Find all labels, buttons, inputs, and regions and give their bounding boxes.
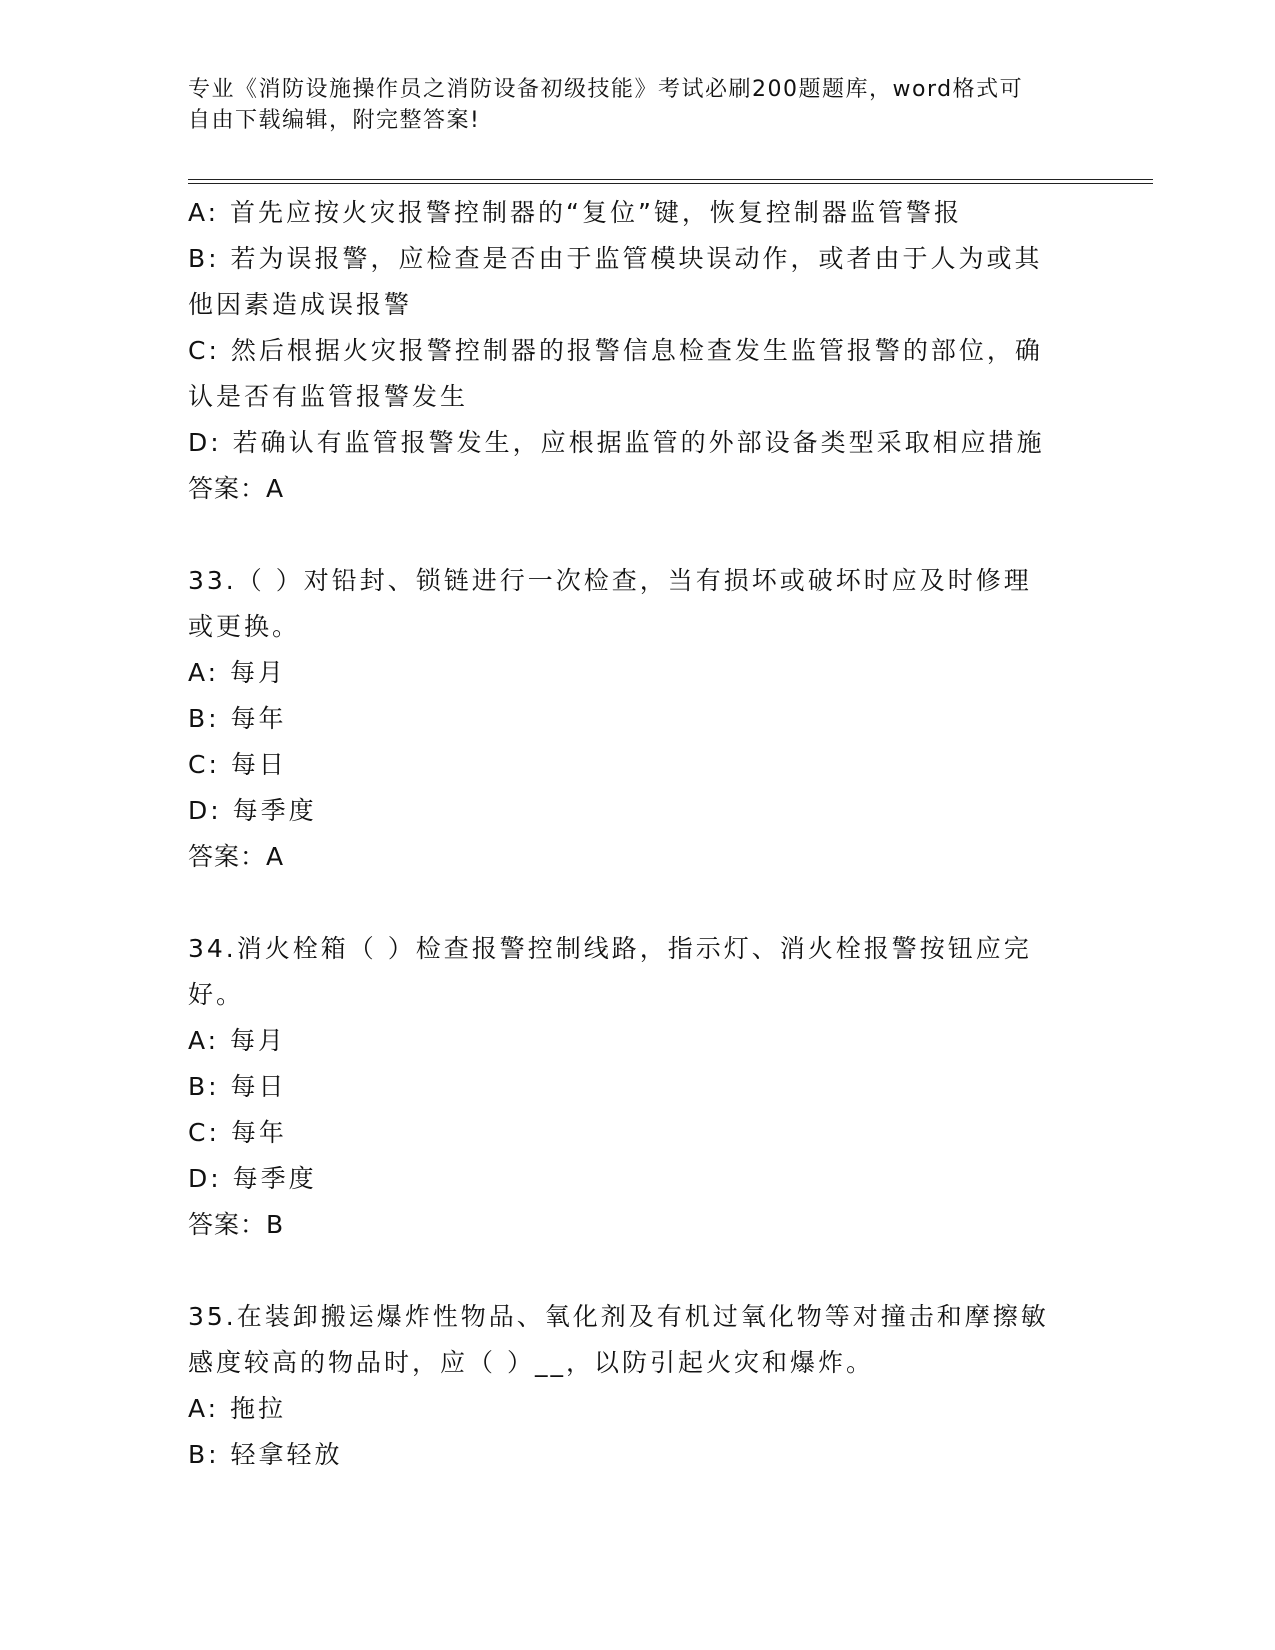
spacer <box>188 1248 1088 1294</box>
option-a: A: 拖拉 <box>188 1394 287 1423</box>
option-a: A: 首先应按火灾报警控制器的“复位”键，恢复控制器监管警报 <box>188 198 962 227</box>
answer: 答案：A <box>188 842 285 871</box>
answer: 答案：B <box>188 1210 285 1239</box>
question-stem-line-2: 或更换。 <box>188 612 301 641</box>
question-stem-line-1: 35.在装卸搬运爆炸性物品、氧化剂及有机过氧化物等对撞击和摩擦敏 <box>188 1302 1049 1331</box>
option-b: B: 每日 <box>188 1072 287 1101</box>
question-stem-line-1: 33.（ ）对铅封、锁链进行一次检查，当有损坏或破坏时应及时修理 <box>188 566 1032 595</box>
option-d: D: 每季度 <box>188 796 317 825</box>
header-line-2: 自由下载编辑，附完整答案! <box>188 108 481 133</box>
question-33 <box>188 558 1088 880</box>
question-stem-line-1: 34.消火栓箱（ ）检查报警控制线路，指示灯、消火栓报警按钮应完 <box>188 934 1032 963</box>
option-d: D: 每季度 <box>188 1164 317 1193</box>
question-stem-line-2: 感度较高的物品时，应（ ）__，以防引起火灾和爆炸。 <box>188 1348 874 1377</box>
option-a: A: 每月 <box>188 658 287 687</box>
question-32 <box>188 190 1088 512</box>
question-stem-line-2: 好。 <box>188 980 245 1009</box>
question-34 <box>188 926 1088 1248</box>
document-header <box>188 74 1088 136</box>
option-c: C: 每年 <box>188 1118 287 1147</box>
option-d: D: 若确认有监管报警发生，应根据监管的外部设备类型采取相应措施 <box>188 428 1045 457</box>
option-c: C: 每日 <box>188 750 287 779</box>
header-line-1: 专业《消防设施操作员之消防设备初级技能》考试必刷200题题库，word格式可 <box>188 77 1024 102</box>
spacer <box>188 512 1088 558</box>
option-c-line-1: C: 然后根据火灾报警控制器的报警信息检查发生监管报警的部位，确 <box>188 336 1043 365</box>
option-b: B: 轻拿轻放 <box>188 1440 343 1469</box>
header-divider-top <box>188 179 1153 180</box>
spacer <box>188 880 1088 926</box>
answer: 答案：A <box>188 474 285 503</box>
question-35 <box>188 1294 1088 1478</box>
option-b: B: 每年 <box>188 704 287 733</box>
option-c-line-2: 认是否有监管报警发生 <box>188 382 469 411</box>
option-b-line-1: B: 若为误报警，应检查是否由于监管模块误动作，或者由于人为或其 <box>188 244 1043 273</box>
option-b-line-2: 他因素造成误报警 <box>188 290 413 319</box>
header-divider-bottom <box>188 183 1153 184</box>
option-a: A: 每月 <box>188 1026 287 1055</box>
question-list <box>188 190 1088 1478</box>
